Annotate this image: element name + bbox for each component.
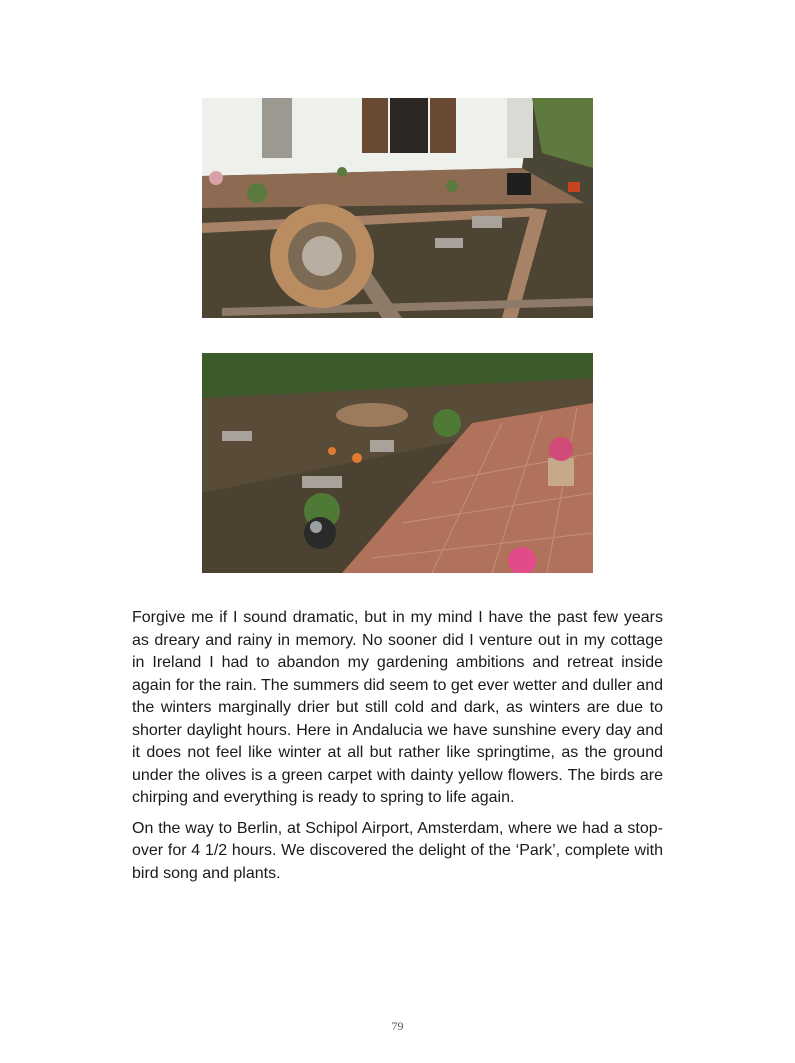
body-text <box>132 607 663 893</box>
garden-photo-terrace-image <box>202 353 593 573</box>
paragraph-schipol: On the way to Berlin, at Schipol Airport, Amsterdam, where we had a stop-over for 4 1/2 hours. We discovered the delight of the ‘Park’, complete with bird song and plants. <box>132 819 663 882</box>
paragraph-andalucia: Forgive me if I sound dramatic, but in my mind I have the past few years as dreary and rainy in memory. No sooner did I venture out in my cottage in Ireland I had to abandon my gardening ambitions and retreat inside again for the rain. The summers did seem to get ever wetter and duller and the winters marginally drier but still cold and dark, as winters are due to shorter daylight hours. Here in Andalucia we have sunshine every day and it does not feel like winter at all but rather like springtime, as the ground under the olives is a green carpet with dainty yellow flowers. The birds are chirping and everything is ready to spring to life again. <box>132 609 663 806</box>
garden-photo-cottage <box>202 98 593 318</box>
page-number: 79 <box>391 1019 404 1033</box>
garden-photo-terrace <box>202 353 593 573</box>
garden-photo-cottage-image <box>202 98 593 318</box>
